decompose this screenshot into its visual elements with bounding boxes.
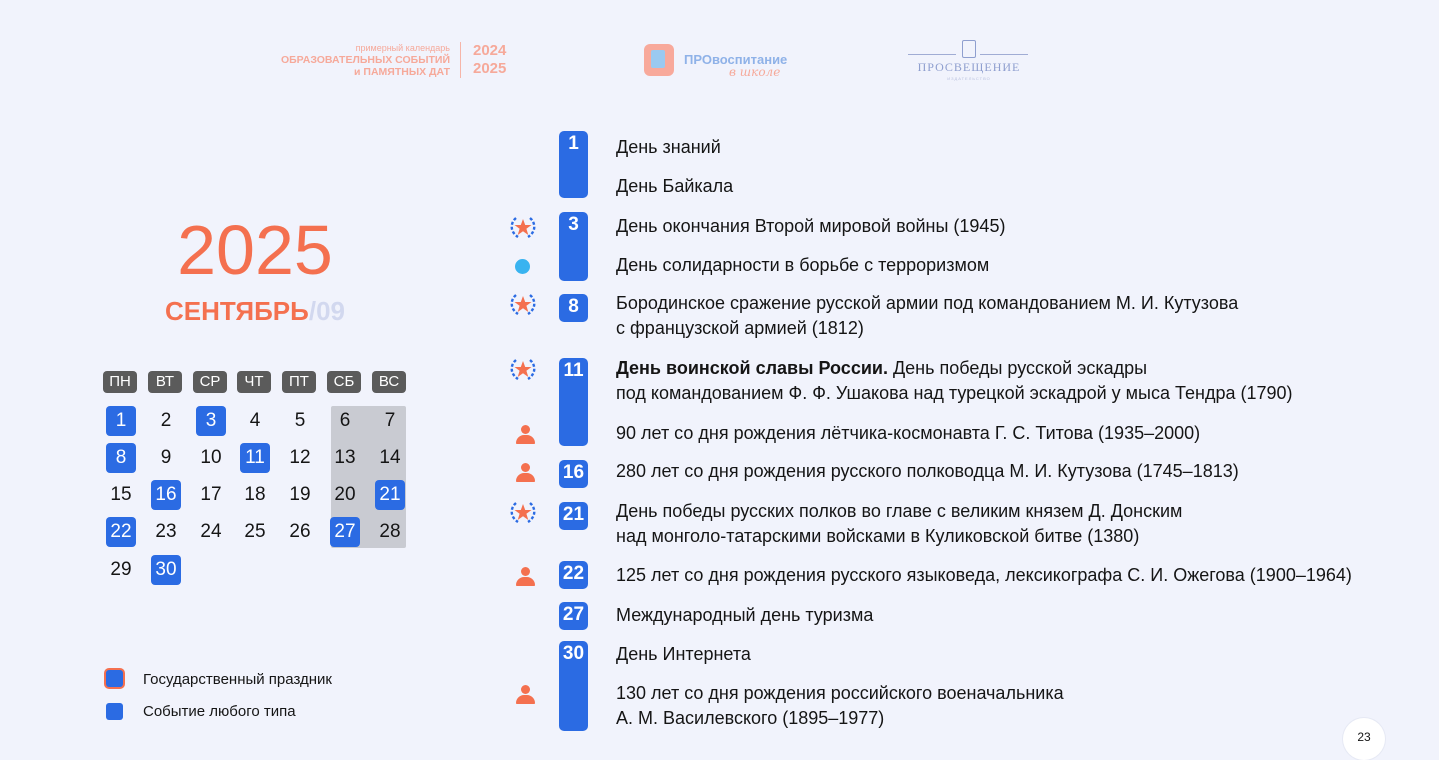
calendar-day: 23	[155, 521, 177, 542]
event-text: День знаний	[616, 137, 721, 157]
event-text-line: Бородинское сражение русской армии под командованием М. И. Кутузова	[616, 293, 1239, 313]
calendar-day: 5	[294, 410, 306, 431]
event-text-line: А. М. Василевского (1895–1977)	[616, 708, 885, 728]
calendar-day: 29	[110, 559, 132, 580]
weekday-label: СБ	[327, 371, 361, 393]
person-icon	[515, 567, 535, 587]
calendar-day: 9	[160, 447, 172, 468]
calendar-day: 28	[379, 521, 401, 542]
person-icon	[515, 463, 535, 483]
calendar-day: 6	[339, 410, 351, 431]
pros-logo-name: ПРОСВЕЩЕНИЕ	[917, 60, 1021, 74]
calendar-day: 8	[106, 443, 136, 473]
calendar-day: 15	[110, 484, 132, 505]
laurel-star-icon	[508, 214, 538, 240]
event-day-badge: 1	[559, 131, 588, 198]
event-day-badge: 21	[559, 502, 588, 530]
calendar-logo-divider	[460, 42, 461, 78]
pros-logo-tagline: ИЗДАТЕЛЬСТВО	[947, 76, 991, 81]
weekday-label: СР	[193, 371, 227, 393]
event-text	[616, 681, 1064, 731]
event-text: 280 лет со дня рождения русского полководца М. И. Кутузова (1745–1813)	[616, 461, 1239, 481]
weekday-label: ПТ	[282, 371, 316, 393]
event-text: День окончания Второй мировой войны (1945)	[616, 216, 1006, 236]
weekday-label: ВТ	[148, 371, 182, 393]
calendar-day: 10	[200, 447, 222, 468]
calendar-day: 30	[151, 555, 181, 585]
event-day-badge: 30	[559, 641, 588, 731]
event-text: Международный день туризма	[616, 605, 874, 625]
calendar-day: 2	[160, 410, 172, 431]
weekday-label: ВС	[372, 371, 406, 393]
event-text-line: День победы русской эскадры	[887, 358, 1148, 378]
calendar-day: 20	[334, 484, 356, 505]
calendar-day: 27	[330, 517, 360, 547]
event-text-line: День победы русских полков во главе с великим князем Д. Донским	[616, 501, 1183, 521]
event-text-line: над монголо-татарскими войсками в Куликовской битве (1380)	[616, 526, 1140, 546]
laurel-star-icon	[508, 291, 538, 317]
calendar-day: 1	[106, 406, 136, 436]
calendar-logo-year-top: 2024	[473, 42, 507, 59]
calendar-day: 12	[289, 447, 311, 468]
logo-line-left	[908, 54, 956, 55]
calendar-day: 22	[106, 517, 136, 547]
year-title: 2025	[177, 211, 333, 289]
calendar-day: 17	[200, 484, 222, 505]
event-day-badge: 3	[559, 212, 588, 281]
event-text: День солидарности в борьбе с терроризмом	[616, 255, 990, 275]
calendar-day: 4	[249, 410, 261, 431]
calendar-logo-line3: и ПАМЯТНЫХ ДАТ	[354, 66, 450, 78]
calendar-day: 11	[240, 443, 270, 473]
event-text-line: 130 лет со дня рождения российского военачальника	[616, 683, 1064, 703]
calendar-logo-years	[473, 42, 506, 78]
event-day-badge: 11	[559, 358, 588, 446]
event-text: 90 лет со дня рождения лётчика-космонавта Г. С. Титова (1935–2000)	[616, 423, 1201, 443]
month-name: СЕНТЯБРЬ	[165, 296, 309, 326]
calendar-day: 25	[244, 521, 266, 542]
calendar-day: 24	[200, 521, 222, 542]
blue-dot-icon	[515, 259, 530, 274]
page-number: 23	[1343, 718, 1385, 760]
calendar-logo-year-bottom: 2025	[473, 60, 507, 77]
event-day-badge: 16	[559, 460, 588, 488]
laurel-star-icon	[508, 356, 538, 382]
calendar-logo-line1: примерный календарь	[355, 43, 450, 53]
calendar-day: 13	[334, 447, 356, 468]
event-bold-text: День воинской славы России.	[616, 358, 888, 378]
emblem-icon	[962, 40, 976, 58]
calendar-logo-line2: ОБРАЗОВАТЕЛЬНЫХ СОБЫТИЙ	[280, 54, 450, 66]
pro-logo-sub: в школе	[729, 65, 781, 79]
event-text: День Байкала	[616, 176, 734, 196]
book-icon	[644, 44, 674, 76]
event-day-badge: 27	[559, 602, 588, 630]
state-holiday-swatch	[106, 670, 123, 687]
weekday-label: ЧТ	[237, 371, 271, 393]
event-text	[616, 356, 1293, 406]
calendar-day: 7	[384, 410, 396, 431]
legend-any-event: Событие любого типа	[143, 703, 296, 720]
page-header	[0, 38, 1439, 88]
legend-state-holiday: Государственный праздник	[143, 671, 332, 688]
pro-logo-name: ПРОвоспитание	[684, 52, 788, 67]
person-icon	[515, 425, 535, 445]
calendar-day: 18	[244, 484, 266, 505]
laurel-star-icon	[508, 499, 538, 525]
calendar-day: 19	[289, 484, 311, 505]
event-text-line: под командованием Ф. Ф. Ушакова над турецкой эскадрой у мыса Тендра (1790)	[616, 383, 1293, 403]
logo-line-right	[980, 54, 1028, 55]
prosveshchenie-logo	[908, 38, 1030, 84]
event-day-badge: 22	[559, 561, 588, 589]
event-text	[616, 291, 1238, 341]
month-title	[130, 296, 380, 327]
calendar-day: 16	[151, 480, 181, 510]
calendar-day: 14	[379, 447, 401, 468]
weekday-label: ПН	[103, 371, 137, 393]
any-event-swatch	[106, 703, 123, 720]
event-text: День Интернета	[616, 644, 751, 664]
event-text	[616, 499, 1182, 549]
person-icon	[515, 685, 535, 705]
month-number: /09	[308, 296, 345, 326]
event-text: 125 лет со дня рождения русского языковеда, лексикографа С. И. Ожегова (1900–1964)	[616, 565, 1352, 585]
calendar-day: 3	[196, 406, 226, 436]
calendar-day: 21	[375, 480, 405, 510]
event-day-badge: 8	[559, 294, 588, 322]
calendar-day: 26	[289, 521, 311, 542]
event-text-line: с французской армией (1812)	[616, 318, 864, 338]
